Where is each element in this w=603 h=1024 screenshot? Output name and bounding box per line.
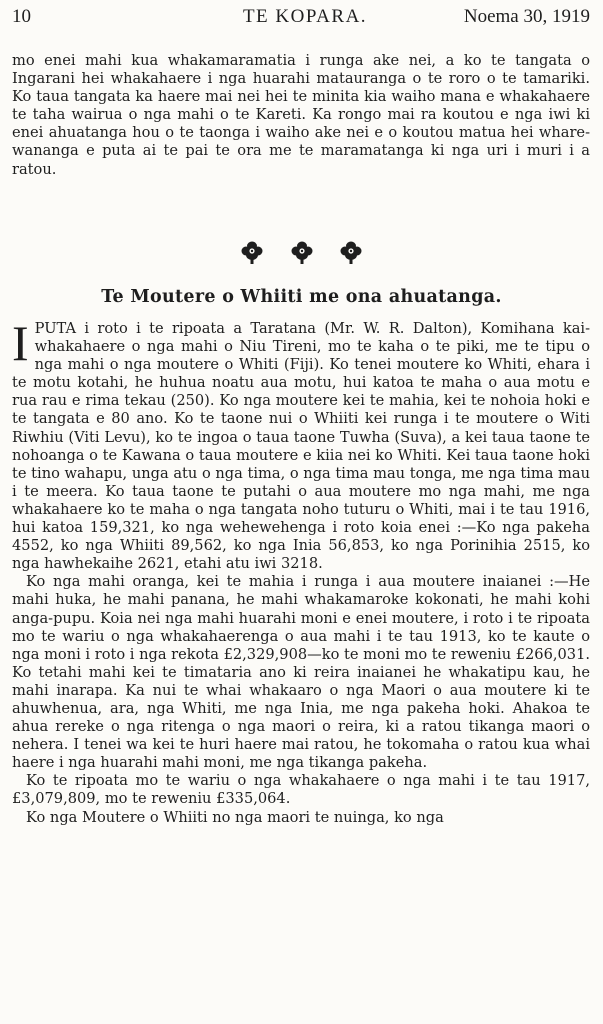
drop-cap: I bbox=[12, 315, 29, 371]
intro-paragraph: mo enei mahi kua whakamaramatia i runga ake nei, a ko te tangata o Ingarani hei whakahaere i nga huarahi matauranga o te roro o te tamariki. Ko taua tangata ka haere mai nei hei te minita kia waiho mana e whakahaere te taha wairua o nga mahi o te Kareti. Ka rongo mai ra koutou e nga iwi ki enei ahuatanga hou o te taonga i waiho ake nei e o koutou matua hei whare-wananga e puta ai te pai te ora me te maramatanga ki nga uri i muri i a ratou. bbox=[12, 52, 590, 178]
page-header bbox=[12, 6, 590, 28]
flower-ornament-icon bbox=[240, 240, 264, 264]
section-divider-ornaments bbox=[0, 240, 603, 268]
article-title: Te Moutere o Whiiti me ona ahuatanga. bbox=[101, 287, 502, 307]
article-paragraph: Ko te ripoata mo te wariu o nga whakahaere o nga mahi i te tau 1917, £3,079,809, mo te reweniu £335,064. bbox=[12, 772, 590, 808]
flower-ornament-icon bbox=[339, 240, 363, 264]
article-paragraph: Ko nga mahi oranga, kei te mahia i runga i aua moutere inaianei :—He mahi huka, he mahi panana, he mahi whakamaroke kokonati, he mahi kohi anga-pupu. Koia nei nga mahi huarahi moni e enei moutere, i roto i te ripoata mo te wariu o nga whakahaerenga o aua mahi i te tau 1913, ko te kaute o nga moni i roto i nga rekota £2,329,908—ko te moni mo te reweniu £266,031. Ko tetahi mahi kei te timataria ano ki reira inaianei he whakatipu kau, he mahi inarapa. Ka nui te whai whakaaro o nga Maori o aua moutere ki te ahuwhenua, ara, nga Whiti, me nga Inia, me nga pakeha hoki. Ahakoa te ahua rereke o nga ritenga o nga maori o reira, ki a ratou tikanga maori o nehera. I tenei wa kei te huri haere mai ratou, he tokomaha o ratou kua whai haere i nga huarahi mahi moni, me nga tikanga pakeha. bbox=[12, 573, 591, 772]
page-number: 10 bbox=[12, 6, 31, 27]
article-paragraph: Ko nga Moutere o Whiiti no nga maori te nuinga, ko nga bbox=[26, 808, 444, 826]
article-body bbox=[12, 315, 591, 827]
issue-date: Noema 30, 1919 bbox=[463, 6, 590, 27]
article-paragraph bbox=[12, 315, 590, 573]
publication-title: TE KOPARA. bbox=[242, 6, 368, 27]
intro-paragraph-block bbox=[12, 52, 590, 179]
flower-ornament-icon bbox=[290, 240, 314, 264]
article-paragraph-text: PUTA i roto i te ripoata a Taratana (Mr. W. R. Dalton), Komihana kai-whakahaere o nga mahi o Niu Tireni, mo te kaha o te piki, me te tipu o nga mahi o nga moutere o Whiti (Fiji). Ko tenei moutere ko Whiti, ehara i te motu kotahi, he huhua noatu aua motu, hui katoa te maha o aua motu e rua rau e rima tekau (250). Ko nga moutere kei te mahia, kei te nohoia hoki e te tangata e 80 ano. Ko te taone nui o Whiiti kei runga i te moutere o Witi Riwhiu (Viti Levu), ko te ingoa o taua taone Tuwha (Suva), a kei taua taone te nohoanga o te Kawana o taua moutere e kiia nei ko Whiti. Kei taua taone hoki te tino wahapu, unga atu o nga tima, o nga tima mau tonga, me nga tima mau i te meera. Ko taua taone te putahi o aua moutere mo nga mahi, me nga whakahaere ko te maha o nga tangata noho tuturu o Whiti, mai i te tau 1916, hui katoa 159,321, ko nga wehewehenga i roto koia enei :—Ko nga pakeha 4552, ko nga Whiiti 89,562, ko nga Inia 56,853, ko nga Porinihia 2515, ko nga hawhekaihe 2621, etahi atu iwi 3218. bbox=[12, 320, 590, 573]
